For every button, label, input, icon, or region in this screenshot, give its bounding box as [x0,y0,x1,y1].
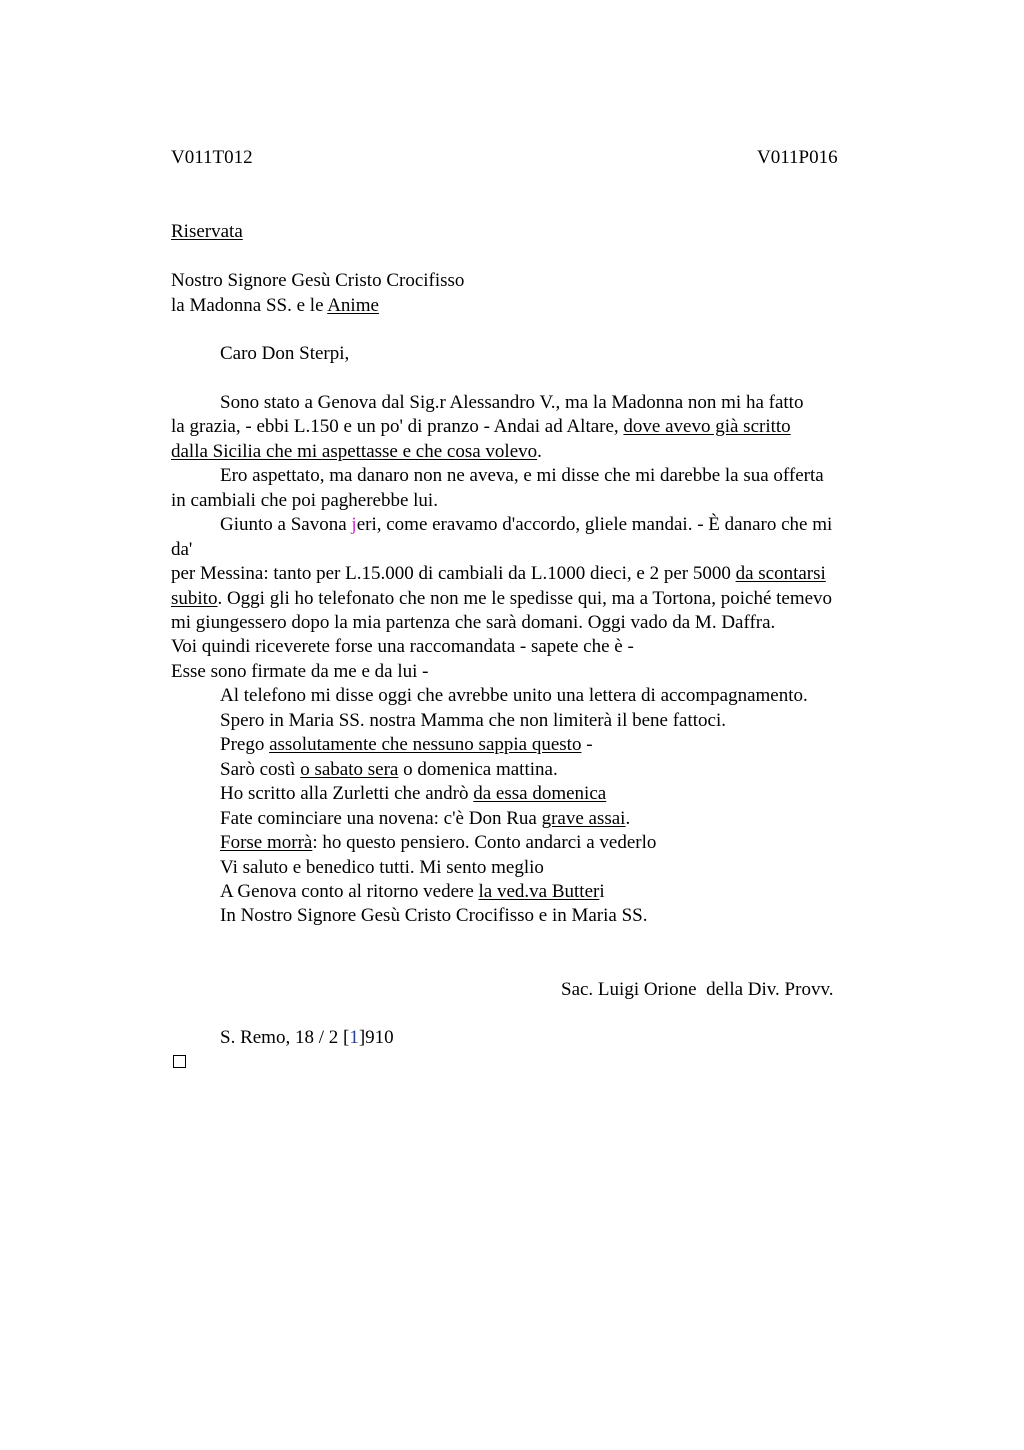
dateline: S. Remo, 18 / 2 [1]910 [220,1027,394,1048]
body-line-2: la grazia, - ebbi L.150 e un po' di pranzo - Andai ad Altare, dove avevo già scritto [171,416,791,437]
body-line-10: mi giungessero dopo la mia partenza che sarà domani. Oggi vado da M. Daffra. [171,612,776,633]
invocation-line-1: Nostro Signore Gesù Cristo Crocifisso [171,270,465,291]
body-line-14: Spero in Maria SS. nostra Mamma che non limiterà il bene fattoci. [220,710,727,731]
body-line-11: Voi quindi riceverete forse una raccomandata - sapete che è - [171,636,634,657]
checkbox-square-icon [173,1055,186,1068]
body-line-19: Forse morrà: ho questo pensiero. Conto andarci a vederlo [220,832,657,853]
body-line-22: In Nostro Signore Gesù Cristo Crocifisso e in Maria SS. [220,905,648,926]
body-line-18: Fate cominciare una novena: c'è Don Rua grave assai. [220,808,631,829]
signature: Sac. Luigi Orione della Div. Provv. [561,979,834,1000]
body-line-15: Prego assolutamente che nessuno sappia questo - [220,734,593,755]
document-code-right: V011P016 [757,147,838,168]
document-code-left: V011T012 [171,147,253,168]
body-line-20: Vi saluto e benedico tutti. Mi sento meglio [220,857,544,878]
riservata-heading: Riservata [171,221,243,242]
body-line-21: A Genova conto al ritorno vedere la ved.va Butteri [220,881,605,902]
invocation-line-2: la Madonna SS. e le Anime [171,295,379,316]
body-line-4: Ero aspettato, ma danaro non ne aveva, e mi disse che mi darebbe la sua offerta [220,465,824,486]
body-line-8: per Messina: tanto per L.15.000 di cambiali da L.1000 dieci, e 2 per 5000 da scontarsi [171,563,826,584]
body-line-5: in cambiali che poi pagherebbe lui. [171,490,438,511]
body-line-1: Sono stato a Genova dal Sig.r Alessandro V., ma la Madonna non mi ha fatto [220,392,804,413]
body-line-17: Ho scritto alla Zurletti che andrò da essa domenica [220,783,607,804]
body-line-13: Al telefono mi disse oggi che avrebbe unito una lettera di accompagnamento. [220,685,808,706]
body-line-12: Esse sono firmate da me e da lui - [171,661,429,682]
body-line-16: Sarò costì o sabato sera o domenica mattina. [220,759,558,780]
greeting: Caro Don Sterpi, [220,343,350,364]
body-line-7: da' [171,539,193,560]
body-line-9: subito. Oggi gli ho telefonato che non me le spedisse qui, ma a Tortona, poiché temevo [171,588,833,609]
body-line-3: dalla Sicilia che mi aspettasse e che cosa volevo. [171,441,542,462]
body-line-6: Giunto a Savona jeri, come eravamo d'accordo, gliele mandai. - È danaro che mi [220,514,833,535]
